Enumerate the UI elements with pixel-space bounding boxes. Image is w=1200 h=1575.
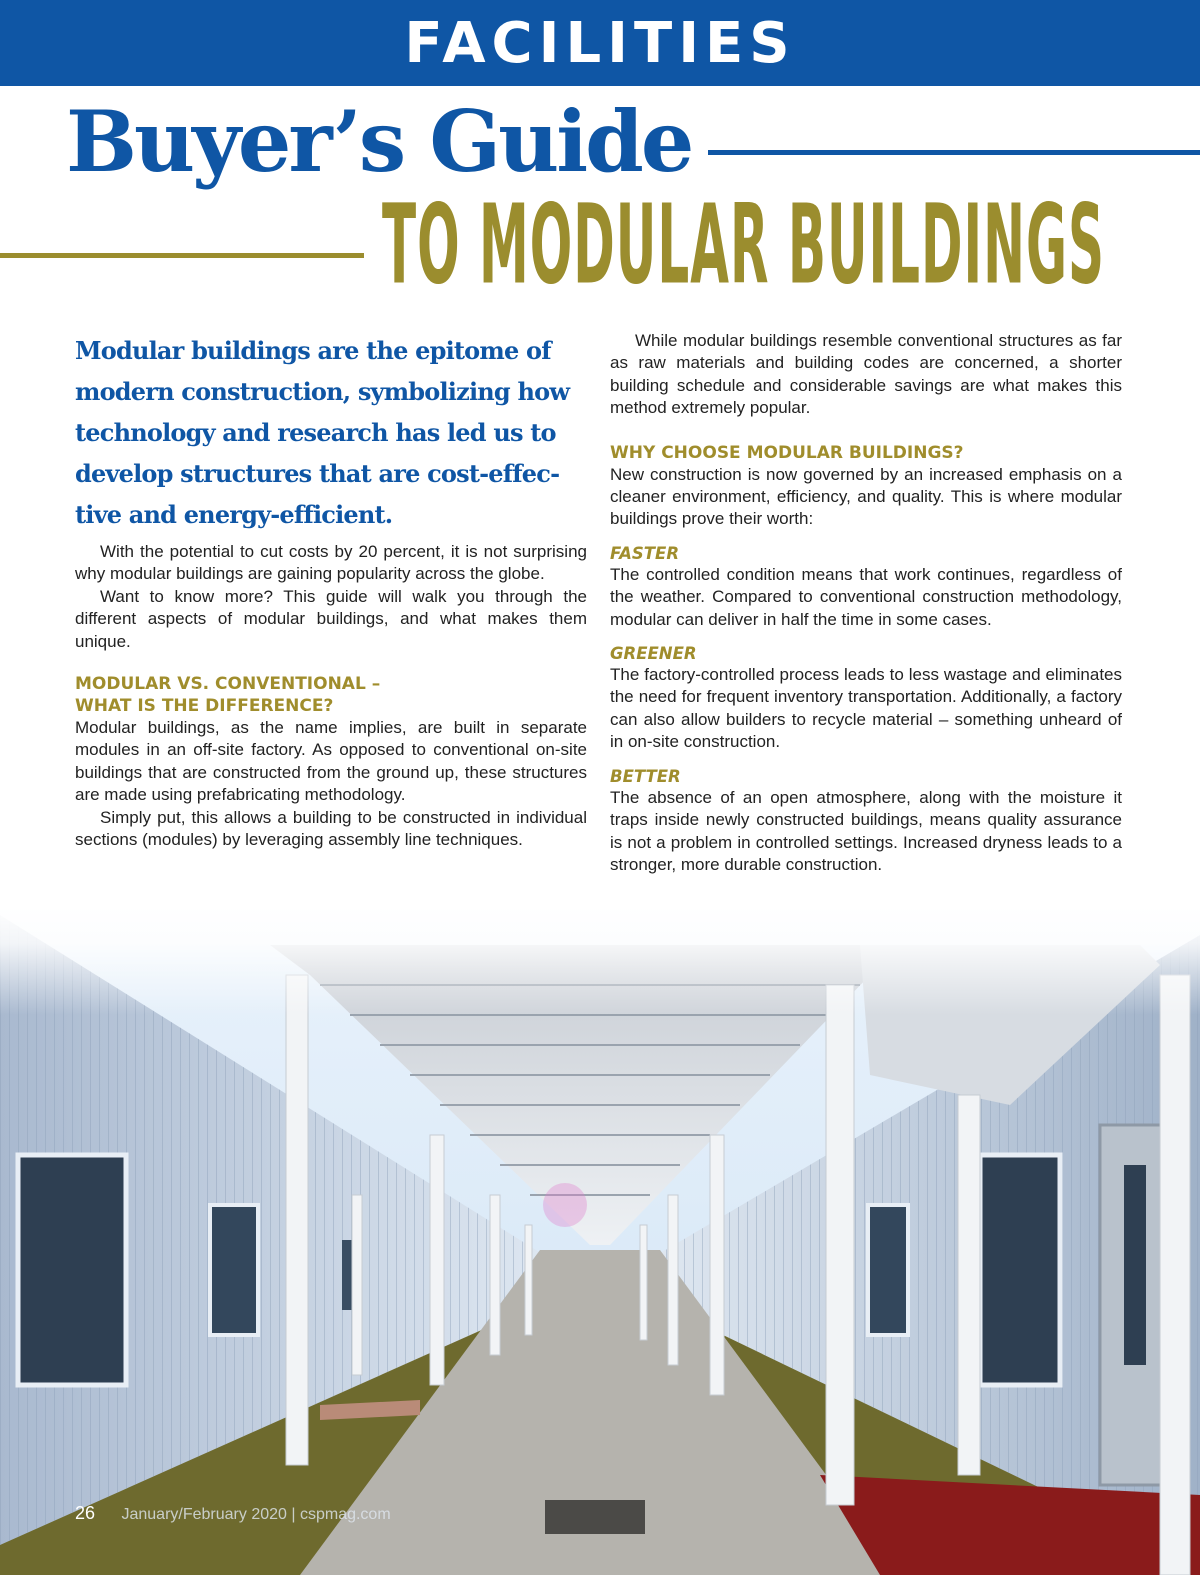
- title-rule-gold: [0, 253, 364, 258]
- covered-walkway-photo: [0, 905, 1200, 1575]
- section-title: FACILITIES: [404, 10, 796, 76]
- subheading-greener: GREENER: [610, 644, 697, 664]
- left-column: [75, 330, 587, 851]
- body-paragraph: The controlled condition means that work continues, regardless of the weather. Compared to conventional construction methodology, modular can deliver in half the time in some cases.: [610, 564, 1122, 629]
- article-title: Buyer’s Guide: [66, 92, 692, 191]
- right-column: [610, 330, 1122, 876]
- body-paragraph: The absence of an open atmosphere, along with the moisture it traps inside newly constructed buildings, means quality assurance is not a problem in controlled settings. Increased dryness leads to a stronger, more durable construction.: [610, 787, 1122, 874]
- body-paragraph: Want to know more? This guide will walk you through the different aspects of modular buildings, and what makes them unique.: [75, 586, 587, 651]
- section-heading: [75, 673, 587, 717]
- body-paragraph: The factory-controlled process leads to less wastage and eliminates the need for frequent inventory transportation. Additionally, a factory can also allow builders to recycle material – something unheard of in on-site construction.: [610, 665, 1122, 752]
- body-paragraph: Modular buildings, as the name implies, are built in separate modules in an off-site factory. As opposed to conventional on-site buildings that are constructed from the ground up, these structures are made using prefabricating methodology.: [75, 718, 587, 805]
- heading-line: WHAT IS THE DIFFERENCE?: [75, 696, 334, 717]
- article-subtitle: TO MODULAR BUILDINGS: [382, 181, 1106, 309]
- subheading-better: BETTER: [610, 766, 681, 786]
- body-paragraph: Simply put, this allows a building to be constructed in individual sections (modules) by leveraging assembly line techniques.: [75, 807, 587, 850]
- heading-line: MODULAR VS. CONVENTIONAL –: [75, 674, 381, 695]
- body-paragraph: While modular buildings resemble conventional structures as far as raw materials and building codes are concerned, a shorter building schedule and considerable savings are what makes this method extremely popular.: [610, 331, 1122, 418]
- body-paragraph: New construction is now governed by an increased emphasis on a cleaner environment, efficiency, and quality. This is where modular buildings prove their worth:: [610, 464, 1122, 529]
- title-rule-blue: [708, 150, 1200, 155]
- lede-paragraph: Modular buildings are the epitome of modern construction, symbolizing how technology and research has led us to develop structures that are cost-effec-tive and energy-efficient.: [75, 336, 570, 529]
- page-number: 26: [75, 1503, 96, 1523]
- issue-info: January/February 2020 | cspmag.com: [121, 1506, 391, 1523]
- subheading-faster: FASTER: [610, 543, 680, 563]
- photo-fade: [0, 905, 1200, 1015]
- body-paragraph: With the potential to cut costs by 20 percent, it is not surprising why modular buildings are gaining popularity across the globe.: [75, 542, 587, 584]
- page-footer: [75, 1503, 391, 1524]
- section-banner: [0, 0, 1200, 86]
- section-heading: WHY CHOOSE MODULAR BUILDINGS?: [610, 442, 964, 463]
